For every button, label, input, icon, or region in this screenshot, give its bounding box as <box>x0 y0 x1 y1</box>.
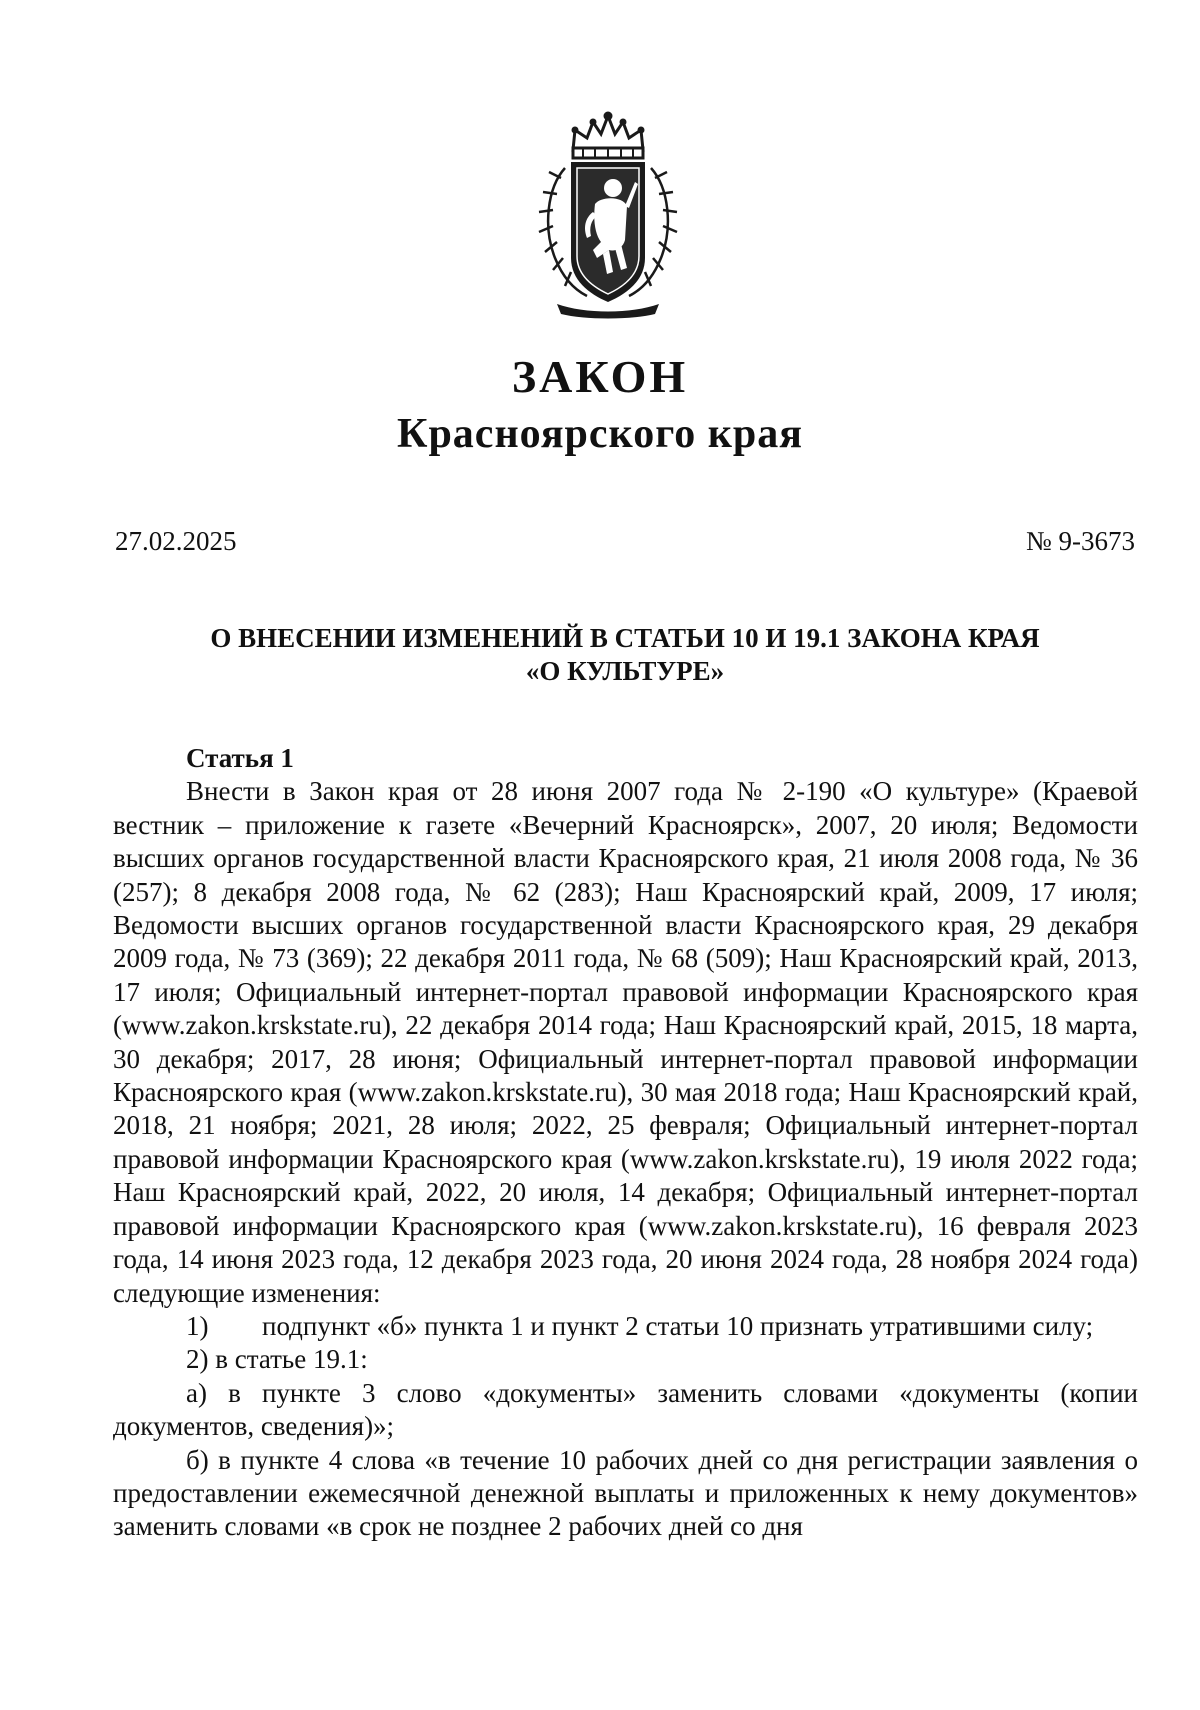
amendment-item-1-text: подпункт «б» пункта 1 и пункт 2 статьи 10 признать утратившими силу; <box>262 1310 1094 1341</box>
law-number: № 9-3673 <box>1025 526 1135 556</box>
amendment-item-1-number: 1) <box>186 1310 209 1341</box>
document-title-line-1: О ВНЕСЕНИИ ИЗМЕНЕНИЙ В СТАТЬИ 10 И 19.1 ЗАКОНА КРАЯ <box>210 623 1040 653</box>
document-title-line-2: «О КУЛЬТУРЕ» <box>525 656 725 686</box>
amendment-item-2: 2) в статье 19.1: <box>186 1344 368 1375</box>
law-title: ЗАКОН <box>511 351 689 402</box>
amendment-item-2a: а) в пункте 3 слово «документы» заменить словами «документы (копии документов, сведения)»; <box>113 1377 1138 1442</box>
document-title <box>110 622 1140 688</box>
amendment-item-1 <box>113 1310 1138 1343</box>
article-intro-paragraph: Внести в Закон края от 28 июня 2007 года № 2-190 «О культуре» (Краевой вестник – приложение к газете «Вечерний Красноярск», 2007, 20 июля; Ведомости высших органов государственной власти Красноярского края, 21 июля 2008 года, № 36 (257); 8 декабря 2008 года, № 62 (283); Наш Красноярский край, 2009, 17 июля; Ведомости высших органов государственной власти Красноярского края, 29 декабря 2009 года, № 73 (369); 22 декабря 2011 года, № 68 (509); Наш Красноярский край, 2013, 17 июля; Официальный интернет-портал правовой информации Красноярского края (www.zakon.krskstate.ru), 22 декабря 2014 года; Наш Красноярский край, 2015, 18 марта, 30 декабря; 2017, 28 июня; Официальный интернет-портал правовой информации Красноярского края (www.zakon.krskstate.ru), 30 мая 2018 года; Наш Красноярский край, 2018, 21 ноября; 2021, 28 июля; 2022, 25 февраля; Официальный интернет-портал правовой информации Красноярского края (www.zakon.krskstate.ru), 19 июля 2022 года; Наш Красноярский край, 2022, 20 июля, 14 декабря; Официальный интернет-портал правовой информации Красноярского края (www.zakon.krskstate.ru), 16 февраля 2023 года, 14 июня 2023 года, 12 декабря 2023 года, 20 июня 2024 года, 28 ноября 2024 года) следующие изменения: <box>113 776 1138 1308</box>
article-body <box>113 742 1138 1544</box>
law-region-subtitle: Красноярского края <box>396 411 804 457</box>
article-title: Статья 1 <box>186 743 294 773</box>
law-date: 27.02.2025 <box>115 526 237 556</box>
krasnoyarsk-coat-of-arms-icon <box>535 108 681 320</box>
amendment-item-2b: б) в пункте 4 слова «в течение 10 рабочих дней со дня регистрации заявления о предоставлении ежемесячной денежной выплаты и приложенных к нему документов» заменить словами «в срок не позднее 2 рабочих дней со дня <box>113 1444 1138 1542</box>
